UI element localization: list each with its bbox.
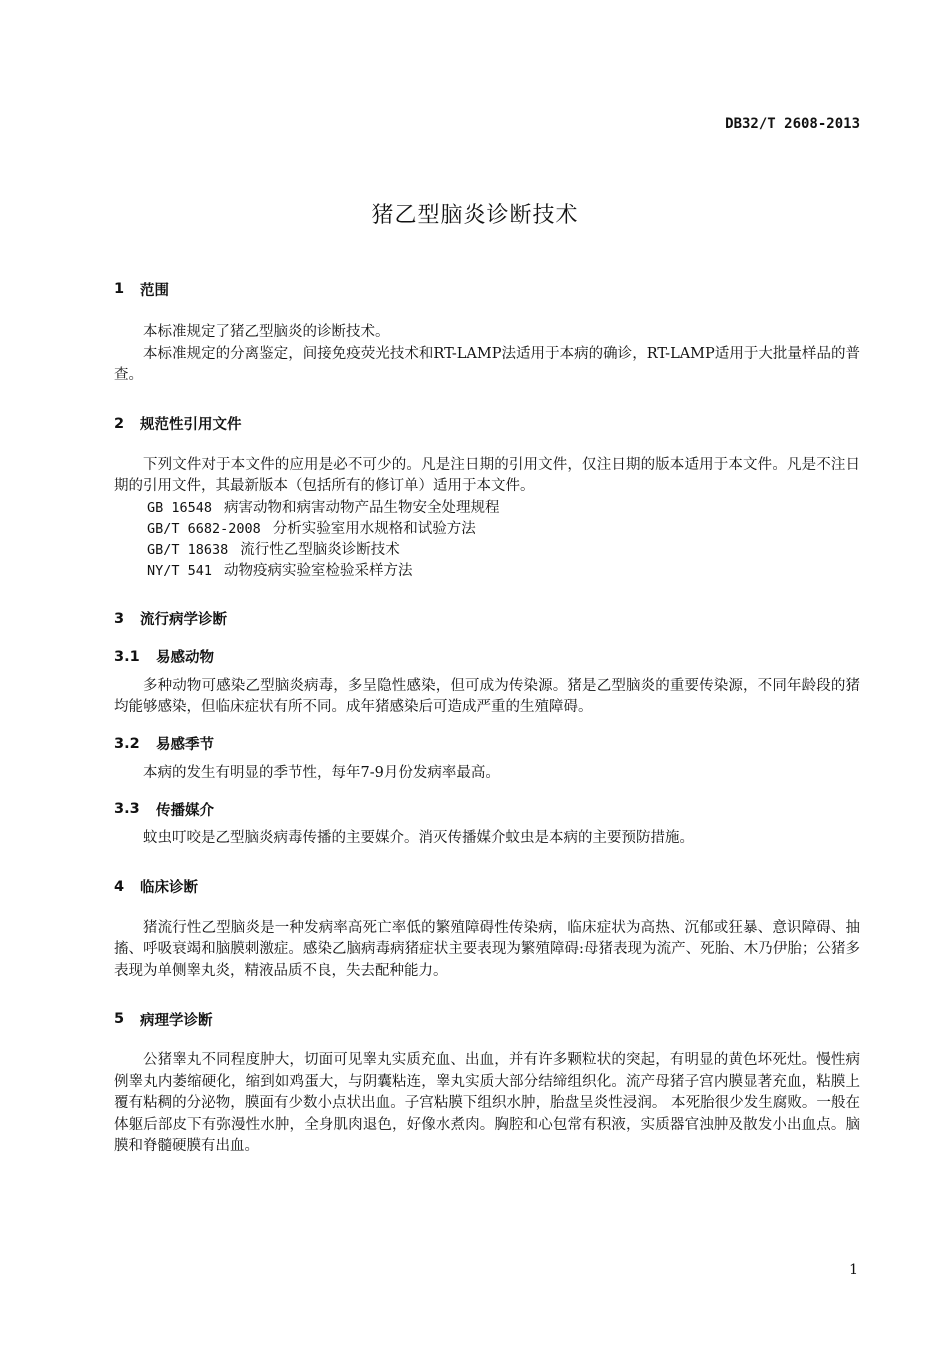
- subsection-number: 3.1: [114, 648, 140, 665]
- section-title: 临床诊断: [140, 880, 198, 896]
- section-number: 2: [114, 415, 125, 432]
- section-heading-normative-references: [114, 413, 860, 435]
- reference-code: NY/T 541: [147, 562, 213, 579]
- subsection-heading-susceptible-season: [114, 733, 860, 755]
- reference-title: 分析实验室用水规格和试验方法: [272, 520, 476, 537]
- section-title: 范围: [140, 282, 169, 299]
- section-title: 病理学诊断: [140, 1012, 213, 1029]
- reference-item: [114, 540, 860, 561]
- paragraph: 下列文件对于本文件的应用是必不可少的。凡是注日期的引用文件，仅注日期的版本适用于本文件。凡是不注日期的引用文件，其最新版本（包括所有的修订单）适用于本文件。: [114, 456, 860, 494]
- paragraph: 多种动物可感染乙型脑炎病毒，多呈隐性感染，但可成为传染源。猪是乙型脑炎的重要传染源，不同年龄段的猪均能够感染，但临床症状有所不同。成年猪感染后可造成严重的生殖障碍。: [114, 677, 860, 715]
- subsection-heading-susceptible-animals: [114, 646, 860, 668]
- reference-title: 病害动物和病害动物产品生物安全处理规程: [224, 499, 500, 516]
- document-body: [114, 278, 860, 1158]
- subsection-number: 3.3: [114, 801, 140, 817]
- subsection-title: 易感季节: [156, 737, 214, 753]
- section-number: 1: [114, 281, 125, 297]
- paragraph: 本标准规定了猪乙型脑炎的诊断技术。: [143, 324, 390, 340]
- reference-item: [114, 519, 860, 540]
- reference-code: GB/T 6682-2008: [147, 520, 261, 537]
- document-title: 猪乙型脑炎诊断技术: [371, 203, 579, 228]
- paragraph: 蚊虫叮咬是乙型脑炎病毒传播的主要媒介。消灭传播媒介蚊虫是本病的主要预防措施。: [143, 830, 694, 846]
- reference-code: GB 16548: [147, 499, 213, 516]
- section-heading-scope: [114, 278, 860, 300]
- paragraph: 本标准规定的分离鉴定，间接免疫荧光技术和RT-LAMP法适用于本病的确诊，RT-LAMP适用于大批量样品的普查。: [114, 345, 860, 383]
- section-title: 流行病学诊断: [140, 612, 227, 628]
- reference-title: 动物疫病实验室检验采样方法: [224, 562, 413, 579]
- section-number: 5: [114, 1011, 125, 1027]
- reference-code: GB/T 18638: [147, 541, 229, 558]
- reference-item: [114, 561, 860, 582]
- section-title: 规范性引用文件: [140, 417, 242, 433]
- section-heading-epidemiology: [114, 608, 860, 630]
- section-number: 4: [114, 878, 125, 895]
- standard-code: DB32/T 2608-2013: [725, 116, 860, 132]
- page-number: 1: [849, 1262, 858, 1278]
- reference-item: [114, 498, 860, 519]
- subsection-title: 易感动物: [156, 650, 214, 666]
- subsection-title: 传播媒介: [156, 802, 214, 819]
- subsection-number: 3.2: [114, 735, 140, 752]
- paragraph: 公猪睾丸不同程度肿大，切面可见睾丸实质充血、出血，并有许多颗粒状的突起，有明显的黄色坏死灶。慢性病例睾丸内萎缩硬化，缩到如鸡蛋大，与阴囊粘连，睾丸实质大部分结缔组织化。流产母猪子宫内膜显著充血，粘膜上覆有粘稠的分泌物，膜面有少数小点状出血。子宫粘膜下组织水肿，胎盘呈炎性浸润。 本死胎很少发生腐败。一般在体躯后部皮下有弥漫性水肿，全身肌肉退色，好像水煮肉。胸腔和心包常有积液，实质器官浊肿及散发小出血点。脑膜和脊髓硬膜有出血。: [114, 1052, 860, 1154]
- reference-title: 流行性乙型脑炎诊断技术: [240, 541, 400, 558]
- subsection-heading-transmission-vector: [114, 798, 860, 820]
- section-heading-pathology-diagnosis: [114, 1008, 860, 1030]
- paragraph: 本病的发生有明显的季节性，每年7-9月份发病率最高。: [143, 764, 500, 781]
- section-heading-clinical-diagnosis: [114, 876, 860, 898]
- section-number: 3: [114, 610, 125, 627]
- paragraph: 猪流行性乙型脑炎是一种发病率高死亡率低的繁殖障碍性传染病，临床症状为高热、沉郁或狂暴、意识障碍、抽搐、呼吸衰竭和脑膜刺激症。感染乙脑病毒病猪症状主要表现为繁殖障碍:母猪表现为流产、死胎、木乃伊胎；公猪多表现为单侧睾丸炎，精液品质不良，失去配种能力。: [114, 919, 860, 979]
